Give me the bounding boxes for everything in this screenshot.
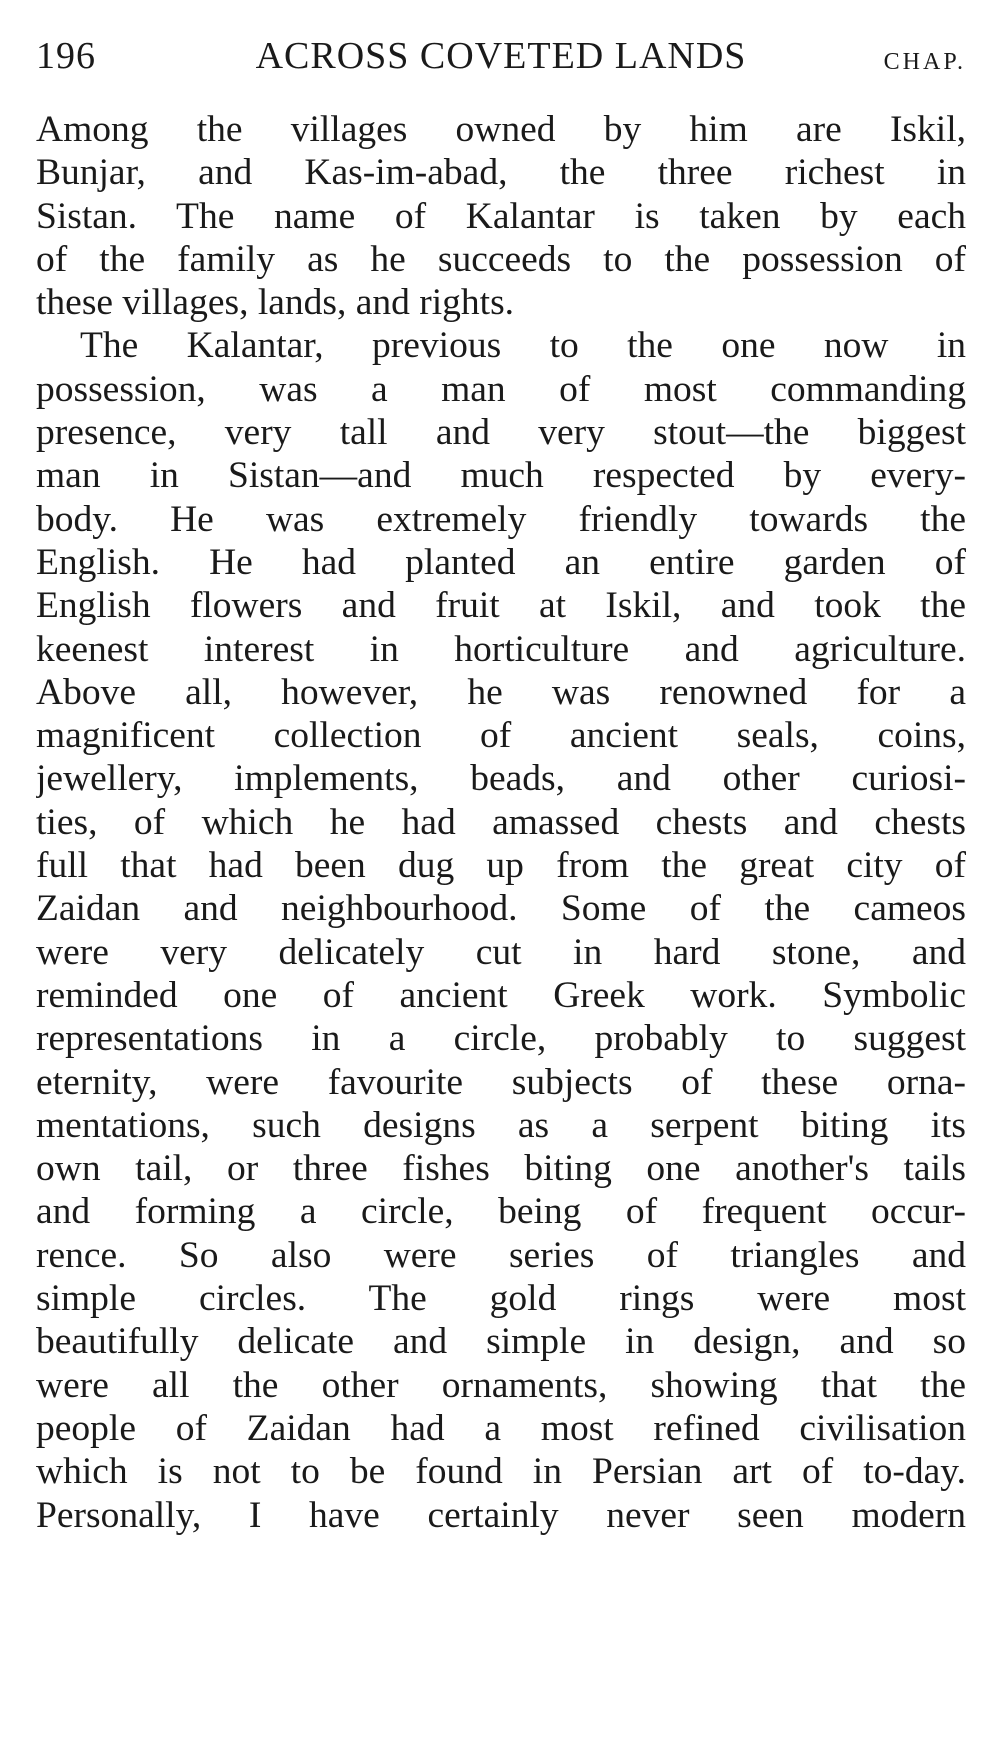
text-line: Bunjar, and Kas-im-abad, the three richest in — [36, 152, 966, 194]
text-line: people of Zaidan had a most refined civilisation — [36, 1407, 966, 1449]
text-line: The Kalantar, previous to the one now in — [80, 325, 966, 367]
text-line: rence. So also were series of triangles and — [36, 1234, 966, 1276]
text-line: English. He had planted an entire garden of — [36, 541, 966, 583]
text-line: Personally, I have certainly never seen modern — [36, 1494, 966, 1536]
text-line: magnificent collection of ancient seals, coins, — [36, 715, 966, 757]
chapter-label: CHAP. — [883, 49, 966, 75]
text-line: simple circles. The gold rings were most — [36, 1278, 966, 1320]
text-line: ties, of which he had amassed chests and chests — [36, 801, 966, 843]
body-text — [36, 108, 966, 1537]
text-line: beautifully delicate and simple in design, and so — [36, 1321, 966, 1363]
text-line: Among the villages owned by him are Iskil, — [36, 109, 966, 150]
text-line: reminded one of ancient Greek work. Symbolic — [36, 974, 966, 1016]
text-line: these villages, lands, and rights. — [36, 282, 515, 324]
text-line: eternity, were favourite subjects of these orna- — [36, 1061, 966, 1103]
text-line: mentations, such designs as a serpent biting its — [36, 1104, 966, 1146]
text-line: jewellery, implements, beads, and other curiosi- — [36, 758, 966, 800]
text-line: keenest interest in horticulture and agriculture. — [36, 628, 966, 670]
text-line: English flowers and fruit at Iskil, and took the — [36, 585, 966, 627]
text-line: body. He was extremely friendly towards the — [36, 498, 966, 540]
text-line: full that had been dug up from the great city of — [36, 845, 966, 887]
text-line: Sistan. The name of Kalantar is taken by each — [36, 195, 966, 237]
text-line: own tail, or three fishes biting one another's tails — [36, 1148, 966, 1190]
running-title: ACROSS COVETED LANDS — [255, 35, 747, 77]
text-line: Above all, however, he was renowned for a — [36, 671, 966, 713]
text-line: which is not to be found in Persian art of to-day. — [36, 1451, 966, 1493]
text-line: Zaidan and neighbourhood. Some of the cameos — [36, 888, 966, 930]
text-line: possession, was a man of most commanding — [36, 368, 966, 410]
text-line: representations in a circle, probably to suggest — [36, 1018, 966, 1060]
text-line: of the family as he succeeds to the possession of — [36, 238, 966, 280]
text-line: presence, very tall and very stout—the biggest — [36, 412, 966, 454]
text-line: were very delicately cut in hard stone, and — [36, 931, 966, 973]
running-head — [36, 28, 966, 84]
text-line: and forming a circle, being of frequent occur- — [36, 1191, 966, 1233]
text-line: man in Sistan—and much respected by every- — [36, 455, 966, 497]
text-line: were all the other ornaments, showing that the — [36, 1364, 966, 1406]
page-number: 196 — [36, 35, 96, 77]
